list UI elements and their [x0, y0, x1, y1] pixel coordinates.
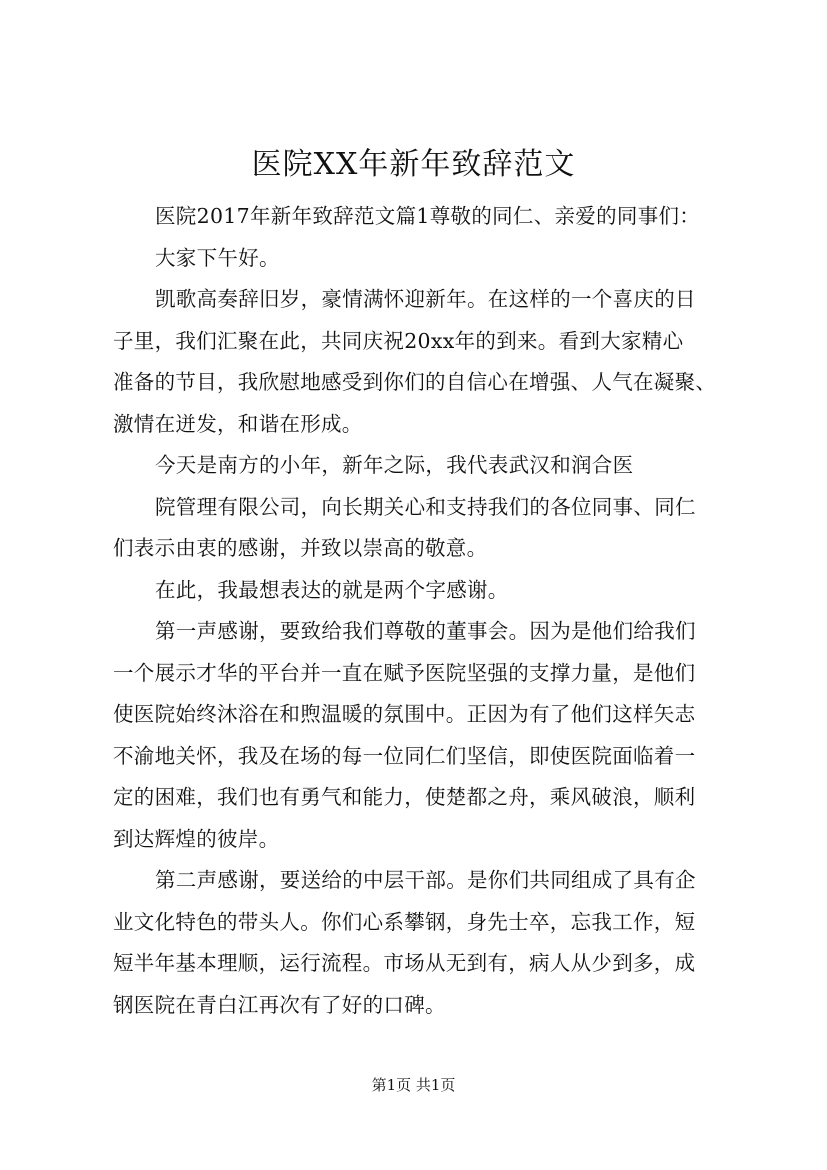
- paragraph-line: 今天是南方的小年，新年之际，我代表武汉和润合医: [155, 453, 634, 477]
- paragraph-line: 钢医院在青白江再次有了好的口碑。: [113, 992, 446, 1017]
- paragraph-line: 使医院始终沐浴在和煦温暖的氛围中。正因为有了他们这样矢志: [113, 702, 696, 726]
- paragraph-line: 子里，我们汇聚在此，共同庆祝20xx年的到来。看到大家精心: [113, 328, 684, 353]
- paragraph-line: 业文化特色的带头人。你们心系攀钢，身先士卒，忘我工作，短: [113, 909, 696, 934]
- paragraph-line: 一个展示才华的平台并一直在赋予医院坚强的支撑力量，是他们: [113, 660, 696, 685]
- paragraph-line: 医院2017年新年致辞范文篇1尊敬的同仁、亲爱的同事们：: [155, 204, 701, 228]
- paragraph-line: 第一声感谢，要致给我们尊敬的董事会。因为是他们给我们: [155, 619, 696, 643]
- paragraph-line: 定的困难，我们也有勇气和能力，使楚都之舟，乘风破浪，顺利: [113, 785, 696, 809]
- paragraph-line: 们表示由衷的感谢，并致以崇高的敬意。: [113, 536, 488, 560]
- paragraph-line: 短半年基本理顺，运行流程。市场从无到有，病人从少到多，成: [113, 951, 696, 975]
- paragraph-line: 不渝地关怀，我及在场的每一位同仁们坚信，即使医院面临着一: [113, 743, 696, 768]
- paragraph-line: 激情在迸发，和谐在形成。: [113, 411, 363, 436]
- paragraph-line: 到达辉煌的彼岸。: [113, 826, 280, 851]
- paragraph-line: 院管理有限公司，向长期关心和支持我们的各位同事、同仁: [155, 494, 696, 519]
- paragraph-line: 准备的节目，我欣慰地感受到你们的自信心在增强、人气在凝聚、: [113, 370, 717, 394]
- document-body: [113, 196, 723, 1026]
- paragraph-line: 大家下午好。: [155, 245, 280, 270]
- paragraph-line: 在此，我最想表达的就是两个字感谢。: [155, 577, 509, 602]
- page-footer: 第1页 共1页: [371, 1076, 456, 1094]
- paragraph-line: 第二声感谢，要送给的中层干部。是你们共同组成了具有企: [155, 868, 696, 892]
- document-title: 医院XX年新年致辞范文: [251, 147, 576, 182]
- paragraph-line: 凯歌高奏辞旧岁，豪情满怀迎新年。在这样的一个喜庆的日: [155, 287, 696, 311]
